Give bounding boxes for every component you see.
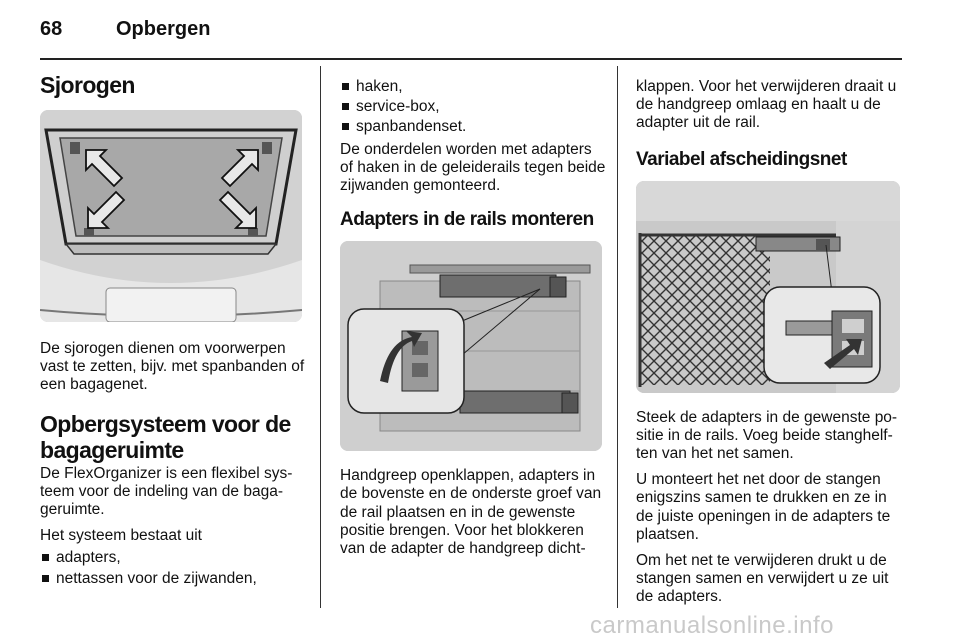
- page-title: Opbergen: [116, 18, 211, 40]
- header-rule: [40, 58, 902, 60]
- figure-separation-net: [636, 181, 900, 393]
- column-2: [340, 78, 606, 566]
- para-monteert: U monteert het net door de stangen enigszins samen te drukken en ze in de juiste openingen in de adapters te plaatsen.: [636, 471, 891, 543]
- heading-adapters-monteren: Adapters in de rails monteren: [340, 209, 594, 231]
- list-item: spanbandenset.: [340, 118, 606, 136]
- para-steek: Steek de adapters in de gewenste po-sitie in de rails. Voeg beide stanghelf-ten van het net samen.: [636, 408, 898, 463]
- para-sjorogen: De sjorogen dienen om voorwerpen vast te zetten, bijv. met spanbanden of een bagagenet.: [40, 340, 305, 394]
- para-verwijderen: Om het net te verwijderen drukt u de stangen samen en verwijdert u ze uit de adapters.: [636, 552, 889, 606]
- list-item: service-box,: [340, 98, 606, 116]
- list-item: nettassen voor de zijwanden,: [40, 570, 306, 588]
- bullet-list-1: [40, 549, 306, 587]
- watermark: carmanualsonline.info: [590, 612, 834, 639]
- heading-opbergsysteem: Opbergsysteem voor de bagageruimte: [40, 410, 291, 463]
- figure-adapter-rails: [340, 241, 602, 451]
- heading-sjorogen: Sjorogen: [40, 72, 135, 98]
- heading-afscheidingsnet: Variabel afscheidingsnet: [636, 148, 847, 170]
- para-flexorganizer: De FlexOrganizer is een flexibel sys-teem voor de indeling van de baga-geruimte.: [40, 464, 293, 519]
- para-systeem: Het systeem bestaat uit: [40, 527, 202, 545]
- page-number: 68: [40, 18, 63, 40]
- list-item: haken,: [340, 78, 606, 96]
- bullet-list-2: [340, 78, 606, 137]
- column-divider-1: [320, 66, 321, 608]
- column-3: [636, 78, 904, 615]
- para-klappen: klappen. Voor het verwijderen draait u de handgreep omlaag en haalt u de adapter uit de rail.: [636, 78, 897, 132]
- figure-trunk-lashing-eyes: [40, 110, 302, 322]
- column-1: [40, 72, 306, 596]
- column-divider-2: [617, 66, 618, 608]
- para-onderdelen: De onderdelen worden met adapters of haken in de geleiderails tegen beide zijwanden gemonteerd.: [340, 140, 606, 195]
- list-item: adapters,: [40, 549, 306, 567]
- para-handgreep: Handgreep openklappen, adapters in de bovenste en de onderste groef van de rail plaatsen en in de gewenste positie brengen. Voor het blokkeren van de adapter de handgreep dicht-: [340, 467, 602, 558]
